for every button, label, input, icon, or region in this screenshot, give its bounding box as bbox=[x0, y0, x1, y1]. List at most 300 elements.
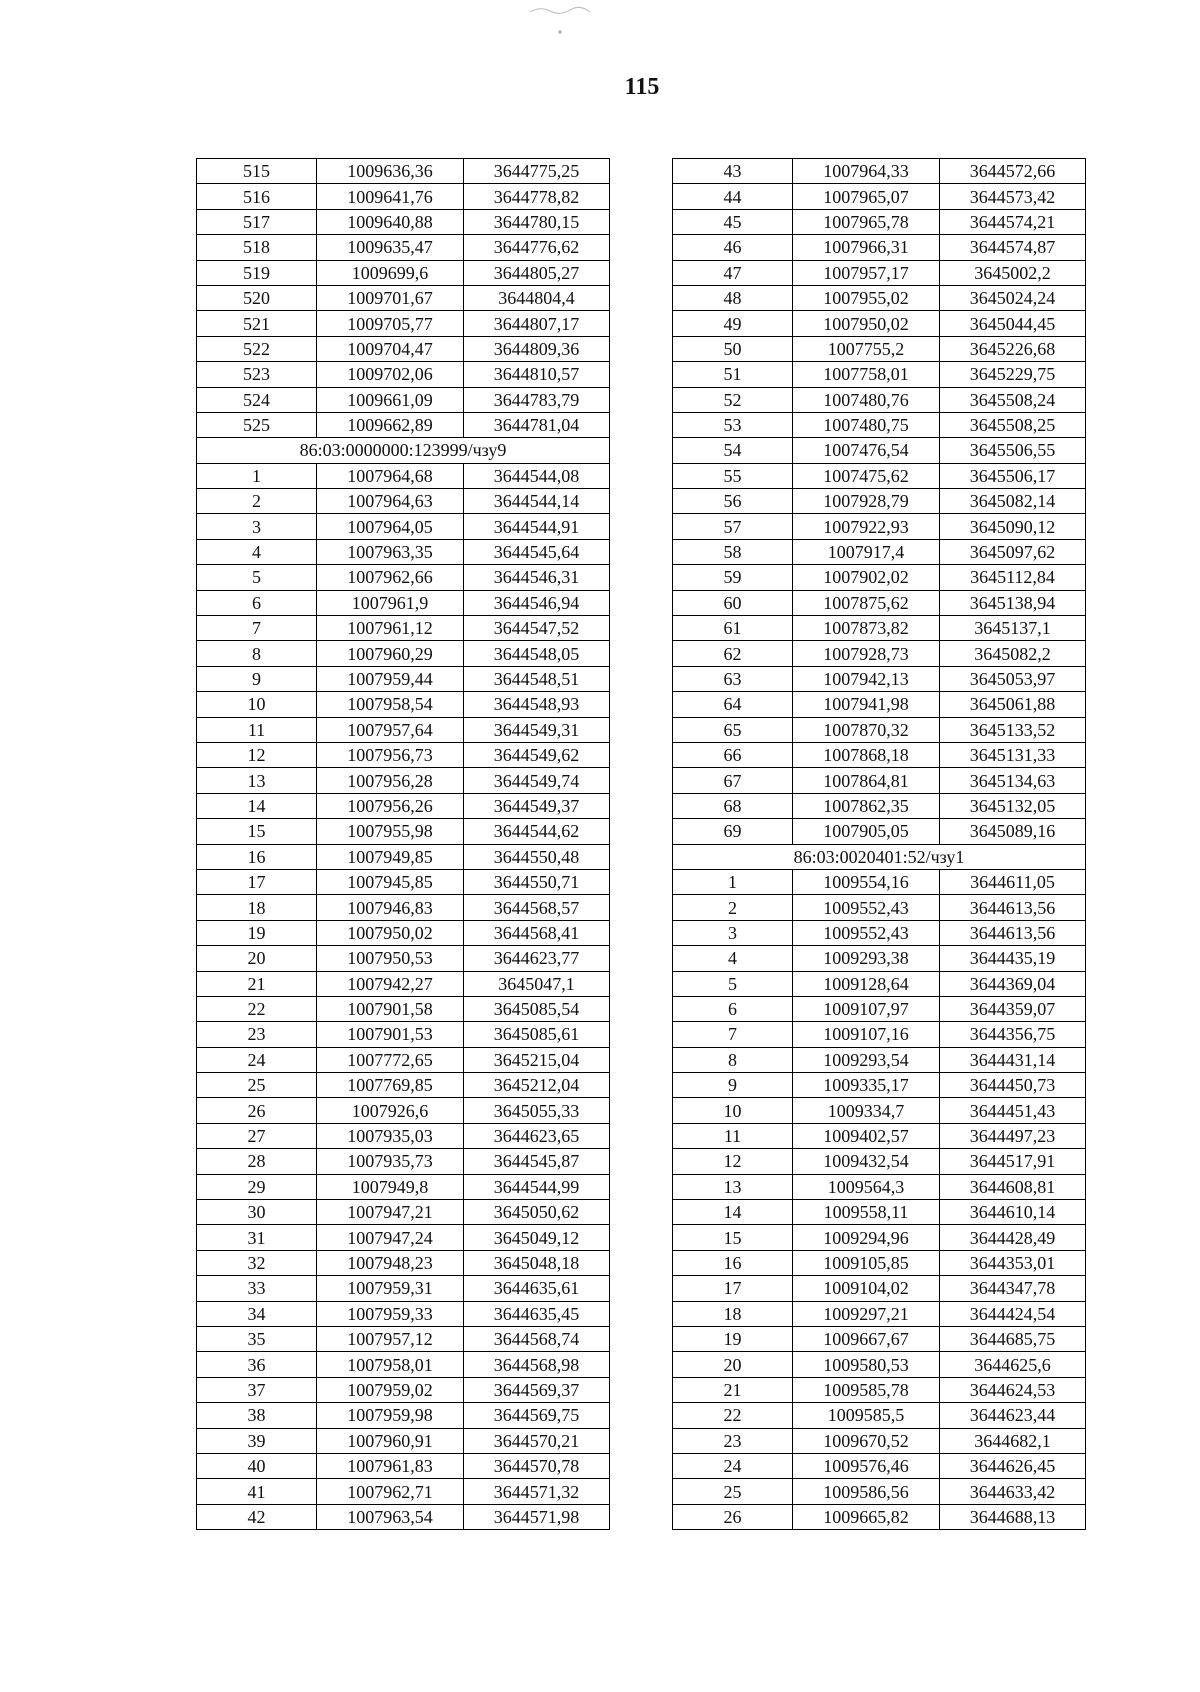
x-coordinate-cell: 1007476,54 bbox=[793, 438, 940, 463]
y-coordinate-cell: 3644574,21 bbox=[940, 209, 1086, 234]
x-coordinate-cell: 1007928,73 bbox=[793, 641, 940, 666]
x-coordinate-cell: 1007928,79 bbox=[793, 489, 940, 514]
x-coordinate-cell: 1009665,82 bbox=[793, 1504, 940, 1529]
y-coordinate-cell: 3645508,25 bbox=[940, 412, 1086, 437]
x-coordinate-cell: 1007964,63 bbox=[317, 489, 464, 514]
x-coordinate-cell: 1007964,68 bbox=[317, 463, 464, 488]
y-coordinate-cell: 3644776,62 bbox=[464, 235, 610, 260]
point-number-cell: 67 bbox=[673, 768, 793, 793]
table-row bbox=[673, 235, 1086, 260]
x-coordinate-cell: 1007964,05 bbox=[317, 514, 464, 539]
table-row bbox=[197, 971, 610, 996]
y-coordinate-cell: 3644550,48 bbox=[464, 844, 610, 869]
y-coordinate-cell: 3644544,62 bbox=[464, 819, 610, 844]
table-row bbox=[197, 1022, 610, 1047]
y-coordinate-cell: 3644544,91 bbox=[464, 514, 610, 539]
section-row bbox=[673, 844, 1086, 869]
table-row bbox=[673, 209, 1086, 234]
x-coordinate-cell: 1007917,4 bbox=[793, 539, 940, 564]
x-coordinate-cell: 1007935,73 bbox=[317, 1149, 464, 1174]
y-coordinate-cell: 3644544,99 bbox=[464, 1174, 610, 1199]
y-coordinate-cell: 3645215,04 bbox=[464, 1047, 610, 1072]
y-coordinate-cell: 3644549,37 bbox=[464, 793, 610, 818]
table-row bbox=[197, 1250, 610, 1275]
point-number-cell: 2 bbox=[673, 895, 793, 920]
y-coordinate-cell: 3644431,14 bbox=[940, 1047, 1086, 1072]
y-coordinate-cell: 3645212,04 bbox=[464, 1073, 610, 1098]
y-coordinate-cell: 3644451,43 bbox=[940, 1098, 1086, 1123]
point-number-cell: 11 bbox=[197, 717, 317, 742]
point-number-cell: 37 bbox=[197, 1377, 317, 1402]
point-number-cell: 7 bbox=[673, 1022, 793, 1047]
y-coordinate-cell: 3644497,23 bbox=[940, 1123, 1086, 1148]
point-number-cell: 65 bbox=[673, 717, 793, 742]
x-coordinate-cell: 1007875,62 bbox=[793, 590, 940, 615]
x-coordinate-cell: 1007949,8 bbox=[317, 1174, 464, 1199]
point-number-cell: 61 bbox=[673, 616, 793, 641]
table-row bbox=[673, 1250, 1086, 1275]
point-number-cell: 50 bbox=[673, 336, 793, 361]
x-coordinate-cell: 1007960,29 bbox=[317, 641, 464, 666]
point-number-cell: 25 bbox=[673, 1479, 793, 1504]
table-row bbox=[197, 895, 610, 920]
y-coordinate-cell: 3644356,75 bbox=[940, 1022, 1086, 1047]
y-coordinate-cell: 3645048,18 bbox=[464, 1250, 610, 1275]
table-row bbox=[197, 260, 610, 285]
point-number-cell: 66 bbox=[673, 742, 793, 767]
y-coordinate-cell: 3644608,81 bbox=[940, 1174, 1086, 1199]
x-coordinate-cell: 1007959,98 bbox=[317, 1403, 464, 1428]
y-coordinate-cell: 3644780,15 bbox=[464, 209, 610, 234]
point-number-cell: 49 bbox=[673, 311, 793, 336]
point-number-cell: 11 bbox=[673, 1123, 793, 1148]
point-number-cell: 13 bbox=[673, 1174, 793, 1199]
point-number-cell: 16 bbox=[197, 844, 317, 869]
y-coordinate-cell: 3645229,75 bbox=[940, 362, 1086, 387]
y-coordinate-cell: 3644369,04 bbox=[940, 971, 1086, 996]
table-row bbox=[197, 235, 610, 260]
point-number-cell: 35 bbox=[197, 1326, 317, 1351]
table-row bbox=[197, 1200, 610, 1225]
point-number-cell: 33 bbox=[197, 1276, 317, 1301]
y-coordinate-cell: 3645131,33 bbox=[940, 742, 1086, 767]
table-row bbox=[197, 565, 610, 590]
table-row bbox=[197, 1301, 610, 1326]
y-coordinate-cell: 3644810,57 bbox=[464, 362, 610, 387]
y-coordinate-cell: 3645061,88 bbox=[940, 692, 1086, 717]
point-number-cell: 19 bbox=[197, 920, 317, 945]
y-coordinate-cell: 3644635,45 bbox=[464, 1301, 610, 1326]
y-coordinate-cell: 3644623,44 bbox=[940, 1403, 1086, 1428]
x-coordinate-cell: 1007957,64 bbox=[317, 717, 464, 742]
coordinates-table-right bbox=[672, 158, 1086, 1530]
table-row bbox=[197, 1276, 610, 1301]
table-row bbox=[673, 260, 1086, 285]
x-coordinate-cell: 1007480,76 bbox=[793, 387, 940, 412]
point-number-cell: 1 bbox=[673, 869, 793, 894]
table-row bbox=[673, 412, 1086, 437]
table-row bbox=[197, 362, 610, 387]
table-row bbox=[197, 996, 610, 1021]
point-number-cell: 520 bbox=[197, 285, 317, 310]
x-coordinate-cell: 1009402,57 bbox=[793, 1123, 940, 1148]
x-coordinate-cell: 1007963,35 bbox=[317, 539, 464, 564]
x-coordinate-cell: 1009554,16 bbox=[793, 869, 940, 894]
x-coordinate-cell: 1007945,85 bbox=[317, 869, 464, 894]
point-number-cell: 56 bbox=[673, 489, 793, 514]
table-row bbox=[673, 1326, 1086, 1351]
point-number-cell: 7 bbox=[197, 616, 317, 641]
point-number-cell: 12 bbox=[197, 742, 317, 767]
x-coordinate-cell: 1009105,85 bbox=[793, 1250, 940, 1275]
table-row bbox=[197, 1504, 610, 1529]
point-number-cell: 524 bbox=[197, 387, 317, 412]
x-coordinate-cell: 1009641,76 bbox=[317, 184, 464, 209]
x-coordinate-cell: 1007922,93 bbox=[793, 514, 940, 539]
x-coordinate-cell: 1007965,78 bbox=[793, 209, 940, 234]
x-coordinate-cell: 1007941,98 bbox=[793, 692, 940, 717]
table-row bbox=[673, 616, 1086, 641]
point-number-cell: 17 bbox=[197, 869, 317, 894]
point-number-cell: 525 bbox=[197, 412, 317, 437]
x-coordinate-cell: 1007480,75 bbox=[793, 412, 940, 437]
x-coordinate-cell: 1007955,02 bbox=[793, 285, 940, 310]
x-coordinate-cell: 1007862,35 bbox=[793, 793, 940, 818]
table-row bbox=[197, 717, 610, 742]
table-row bbox=[673, 717, 1086, 742]
table-row bbox=[673, 946, 1086, 971]
y-coordinate-cell: 3644804,4 bbox=[464, 285, 610, 310]
point-number-cell: 10 bbox=[197, 692, 317, 717]
y-coordinate-cell: 3644783,79 bbox=[464, 387, 610, 412]
table-row bbox=[197, 1174, 610, 1199]
table-row bbox=[673, 1453, 1086, 1478]
point-number-cell: 5 bbox=[197, 565, 317, 590]
point-number-cell: 46 bbox=[673, 235, 793, 260]
x-coordinate-cell: 1007870,32 bbox=[793, 717, 940, 742]
y-coordinate-cell: 3644546,31 bbox=[464, 565, 610, 590]
x-coordinate-cell: 1007942,27 bbox=[317, 971, 464, 996]
point-number-cell: 16 bbox=[673, 1250, 793, 1275]
cadastral-section-title: 86:03:0000000:123999/чзу9 bbox=[197, 438, 610, 463]
y-coordinate-cell: 3644613,56 bbox=[940, 920, 1086, 945]
table-row bbox=[673, 895, 1086, 920]
point-number-cell: 42 bbox=[197, 1504, 317, 1529]
x-coordinate-cell: 1007961,12 bbox=[317, 616, 464, 641]
table-row bbox=[197, 1479, 610, 1504]
point-number-cell: 6 bbox=[673, 996, 793, 1021]
y-coordinate-cell: 3644545,87 bbox=[464, 1149, 610, 1174]
x-coordinate-cell: 1009293,38 bbox=[793, 946, 940, 971]
y-coordinate-cell: 3645508,24 bbox=[940, 387, 1086, 412]
x-coordinate-cell: 1007963,54 bbox=[317, 1504, 464, 1529]
point-number-cell: 9 bbox=[197, 666, 317, 691]
point-number-cell: 523 bbox=[197, 362, 317, 387]
y-coordinate-cell: 3644568,41 bbox=[464, 920, 610, 945]
table-row bbox=[197, 489, 610, 514]
x-coordinate-cell: 1009552,43 bbox=[793, 895, 940, 920]
point-number-cell: 39 bbox=[197, 1428, 317, 1453]
x-coordinate-cell: 1007873,82 bbox=[793, 616, 940, 641]
y-coordinate-cell: 3645133,52 bbox=[940, 717, 1086, 742]
table-row bbox=[197, 768, 610, 793]
table-row bbox=[673, 565, 1086, 590]
x-coordinate-cell: 1007950,02 bbox=[317, 920, 464, 945]
table-row bbox=[197, 946, 610, 971]
table-row bbox=[197, 1149, 610, 1174]
y-coordinate-cell: 3644549,31 bbox=[464, 717, 610, 742]
cadastral-section-title: 86:03:0020401:52/чзу1 bbox=[673, 844, 1086, 869]
x-coordinate-cell: 1007959,33 bbox=[317, 1301, 464, 1326]
y-coordinate-cell: 3644624,53 bbox=[940, 1377, 1086, 1402]
x-coordinate-cell: 1009586,56 bbox=[793, 1479, 940, 1504]
point-number-cell: 4 bbox=[197, 539, 317, 564]
table-row bbox=[673, 1149, 1086, 1174]
table-row bbox=[197, 590, 610, 615]
table-row bbox=[197, 539, 610, 564]
x-coordinate-cell: 1009297,21 bbox=[793, 1301, 940, 1326]
table-row bbox=[673, 793, 1086, 818]
x-coordinate-cell: 1007475,62 bbox=[793, 463, 940, 488]
point-number-cell: 18 bbox=[197, 895, 317, 920]
y-coordinate-cell: 3644547,52 bbox=[464, 616, 610, 641]
point-number-cell: 2 bbox=[197, 489, 317, 514]
table-row bbox=[197, 1225, 610, 1250]
table-row bbox=[197, 1073, 610, 1098]
x-coordinate-cell: 1007964,33 bbox=[793, 159, 940, 184]
table-row bbox=[673, 1022, 1086, 1047]
y-coordinate-cell: 3645138,94 bbox=[940, 590, 1086, 615]
x-coordinate-cell: 1009580,53 bbox=[793, 1352, 940, 1377]
point-number-cell: 14 bbox=[673, 1200, 793, 1225]
point-number-cell: 24 bbox=[673, 1453, 793, 1478]
point-number-cell: 58 bbox=[673, 539, 793, 564]
x-coordinate-cell: 1009104,02 bbox=[793, 1276, 940, 1301]
point-number-cell: 21 bbox=[197, 971, 317, 996]
point-number-cell: 41 bbox=[197, 1479, 317, 1504]
table-row bbox=[673, 1276, 1086, 1301]
x-coordinate-cell: 1007948,23 bbox=[317, 1250, 464, 1275]
x-coordinate-cell: 1007905,05 bbox=[793, 819, 940, 844]
point-number-cell: 30 bbox=[197, 1200, 317, 1225]
y-coordinate-cell: 3644549,62 bbox=[464, 742, 610, 767]
table-row bbox=[197, 1098, 610, 1123]
y-coordinate-cell: 3644550,71 bbox=[464, 869, 610, 894]
table-row bbox=[673, 463, 1086, 488]
table-row bbox=[673, 285, 1086, 310]
table-row bbox=[673, 1428, 1086, 1453]
x-coordinate-cell: 1007956,73 bbox=[317, 742, 464, 767]
table-row bbox=[673, 489, 1086, 514]
point-number-cell: 64 bbox=[673, 692, 793, 717]
point-number-cell: 14 bbox=[197, 793, 317, 818]
y-coordinate-cell: 3645082,2 bbox=[940, 641, 1086, 666]
x-coordinate-cell: 1007758,01 bbox=[793, 362, 940, 387]
point-number-cell: 17 bbox=[673, 1276, 793, 1301]
y-coordinate-cell: 3645085,61 bbox=[464, 1022, 610, 1047]
x-coordinate-cell: 1009662,89 bbox=[317, 412, 464, 437]
y-coordinate-cell: 3644633,42 bbox=[940, 1479, 1086, 1504]
x-coordinate-cell: 1007966,31 bbox=[793, 235, 940, 260]
y-coordinate-cell: 3645090,12 bbox=[940, 514, 1086, 539]
point-number-cell: 63 bbox=[673, 666, 793, 691]
x-coordinate-cell: 1007959,44 bbox=[317, 666, 464, 691]
x-coordinate-cell: 1009552,43 bbox=[793, 920, 940, 945]
point-number-cell: 18 bbox=[673, 1301, 793, 1326]
table-row bbox=[673, 1073, 1086, 1098]
table-row bbox=[673, 159, 1086, 184]
table-row bbox=[673, 1047, 1086, 1072]
y-coordinate-cell: 3644428,49 bbox=[940, 1225, 1086, 1250]
point-number-cell: 8 bbox=[673, 1047, 793, 1072]
point-number-cell: 519 bbox=[197, 260, 317, 285]
x-coordinate-cell: 1009635,47 bbox=[317, 235, 464, 260]
point-number-cell: 26 bbox=[197, 1098, 317, 1123]
y-coordinate-cell: 3644571,98 bbox=[464, 1504, 610, 1529]
point-number-cell: 3 bbox=[197, 514, 317, 539]
point-number-cell: 22 bbox=[673, 1403, 793, 1428]
y-coordinate-cell: 3644610,14 bbox=[940, 1200, 1086, 1225]
table-row bbox=[197, 1377, 610, 1402]
table-row bbox=[673, 1200, 1086, 1225]
table-row bbox=[673, 1479, 1086, 1504]
point-number-cell: 25 bbox=[197, 1073, 317, 1098]
x-coordinate-cell: 1009704,47 bbox=[317, 336, 464, 361]
y-coordinate-cell: 3644347,78 bbox=[940, 1276, 1086, 1301]
y-coordinate-cell: 3645055,33 bbox=[464, 1098, 610, 1123]
point-number-cell: 51 bbox=[673, 362, 793, 387]
point-number-cell: 59 bbox=[673, 565, 793, 590]
y-coordinate-cell: 3645134,63 bbox=[940, 768, 1086, 793]
point-number-cell: 20 bbox=[673, 1352, 793, 1377]
table-row bbox=[197, 869, 610, 894]
point-number-cell: 27 bbox=[197, 1123, 317, 1148]
table-row bbox=[197, 159, 610, 184]
y-coordinate-cell: 3644544,14 bbox=[464, 489, 610, 514]
point-number-cell: 19 bbox=[673, 1326, 793, 1351]
table-row bbox=[673, 971, 1086, 996]
x-coordinate-cell: 1007957,12 bbox=[317, 1326, 464, 1351]
y-coordinate-cell: 3644778,82 bbox=[464, 184, 610, 209]
x-coordinate-cell: 1007868,18 bbox=[793, 742, 940, 767]
point-number-cell: 52 bbox=[673, 387, 793, 412]
table-row bbox=[197, 514, 610, 539]
point-number-cell: 44 bbox=[673, 184, 793, 209]
x-coordinate-cell: 1007958,54 bbox=[317, 692, 464, 717]
point-number-cell: 4 bbox=[673, 946, 793, 971]
point-number-cell: 1 bbox=[197, 463, 317, 488]
point-number-cell: 516 bbox=[197, 184, 317, 209]
point-number-cell: 26 bbox=[673, 1504, 793, 1529]
x-coordinate-cell: 1007957,17 bbox=[793, 260, 940, 285]
point-number-cell: 23 bbox=[197, 1022, 317, 1047]
table-row bbox=[197, 742, 610, 767]
table-row bbox=[197, 1123, 610, 1148]
y-coordinate-cell: 3644574,87 bbox=[940, 235, 1086, 260]
x-coordinate-cell: 1007947,21 bbox=[317, 1200, 464, 1225]
y-coordinate-cell: 3644435,19 bbox=[940, 946, 1086, 971]
point-number-cell: 6 bbox=[197, 590, 317, 615]
y-coordinate-cell: 3645506,17 bbox=[940, 463, 1086, 488]
y-coordinate-cell: 3644569,75 bbox=[464, 1403, 610, 1428]
table-row bbox=[673, 768, 1086, 793]
table-row bbox=[197, 641, 610, 666]
y-coordinate-cell: 3645112,84 bbox=[940, 565, 1086, 590]
table-row bbox=[673, 362, 1086, 387]
point-number-cell: 15 bbox=[673, 1225, 793, 1250]
point-number-cell: 10 bbox=[673, 1098, 793, 1123]
y-coordinate-cell: 3645082,14 bbox=[940, 489, 1086, 514]
x-coordinate-cell: 1009335,17 bbox=[793, 1073, 940, 1098]
x-coordinate-cell: 1007926,6 bbox=[317, 1098, 464, 1123]
table-row bbox=[197, 1428, 610, 1453]
x-coordinate-cell: 1009432,54 bbox=[793, 1149, 940, 1174]
table-row bbox=[673, 666, 1086, 691]
table-row bbox=[673, 336, 1086, 361]
y-coordinate-cell: 3644623,77 bbox=[464, 946, 610, 971]
table-row bbox=[197, 184, 610, 209]
y-coordinate-cell: 3644353,01 bbox=[940, 1250, 1086, 1275]
point-number-cell: 47 bbox=[673, 260, 793, 285]
y-coordinate-cell: 3645097,62 bbox=[940, 539, 1086, 564]
x-coordinate-cell: 1009705,77 bbox=[317, 311, 464, 336]
y-coordinate-cell: 3645226,68 bbox=[940, 336, 1086, 361]
y-coordinate-cell: 3644450,73 bbox=[940, 1073, 1086, 1098]
y-coordinate-cell: 3644544,08 bbox=[464, 463, 610, 488]
coordinates-table-left bbox=[196, 158, 610, 1530]
y-coordinate-cell: 3644359,07 bbox=[940, 996, 1086, 1021]
y-coordinate-cell: 3645506,55 bbox=[940, 438, 1086, 463]
point-number-cell: 57 bbox=[673, 514, 793, 539]
point-number-cell: 45 bbox=[673, 209, 793, 234]
y-coordinate-cell: 3644568,74 bbox=[464, 1326, 610, 1351]
point-number-cell: 36 bbox=[197, 1352, 317, 1377]
y-coordinate-cell: 3644572,66 bbox=[940, 159, 1086, 184]
y-coordinate-cell: 3644570,78 bbox=[464, 1453, 610, 1478]
y-coordinate-cell: 3644571,32 bbox=[464, 1479, 610, 1504]
table-row bbox=[197, 1403, 610, 1428]
y-coordinate-cell: 3644805,27 bbox=[464, 260, 610, 285]
point-number-cell: 24 bbox=[197, 1047, 317, 1072]
y-coordinate-cell: 3645053,97 bbox=[940, 666, 1086, 691]
point-number-cell: 28 bbox=[197, 1149, 317, 1174]
y-coordinate-cell: 3645044,45 bbox=[940, 311, 1086, 336]
y-coordinate-cell: 3645049,12 bbox=[464, 1225, 610, 1250]
point-number-cell: 68 bbox=[673, 793, 793, 818]
point-number-cell: 60 bbox=[673, 590, 793, 615]
point-number-cell: 54 bbox=[673, 438, 793, 463]
point-number-cell: 13 bbox=[197, 768, 317, 793]
y-coordinate-cell: 3645132,05 bbox=[940, 793, 1086, 818]
x-coordinate-cell: 1007962,71 bbox=[317, 1479, 464, 1504]
point-number-cell: 55 bbox=[673, 463, 793, 488]
point-number-cell: 9 bbox=[673, 1073, 793, 1098]
y-coordinate-cell: 3645024,24 bbox=[940, 285, 1086, 310]
x-coordinate-cell: 1009294,96 bbox=[793, 1225, 940, 1250]
table-row bbox=[197, 209, 610, 234]
y-coordinate-cell: 3644623,65 bbox=[464, 1123, 610, 1148]
y-coordinate-cell: 3644546,94 bbox=[464, 590, 610, 615]
x-coordinate-cell: 1007755,2 bbox=[793, 336, 940, 361]
page-number: 115 bbox=[624, 74, 660, 100]
scan-artifact bbox=[520, 4, 600, 40]
point-number-cell: 3 bbox=[673, 920, 793, 945]
table-row bbox=[673, 1123, 1086, 1148]
table-row bbox=[197, 844, 610, 869]
x-coordinate-cell: 1007955,98 bbox=[317, 819, 464, 844]
y-coordinate-cell: 3644573,42 bbox=[940, 184, 1086, 209]
point-number-cell: 53 bbox=[673, 412, 793, 437]
